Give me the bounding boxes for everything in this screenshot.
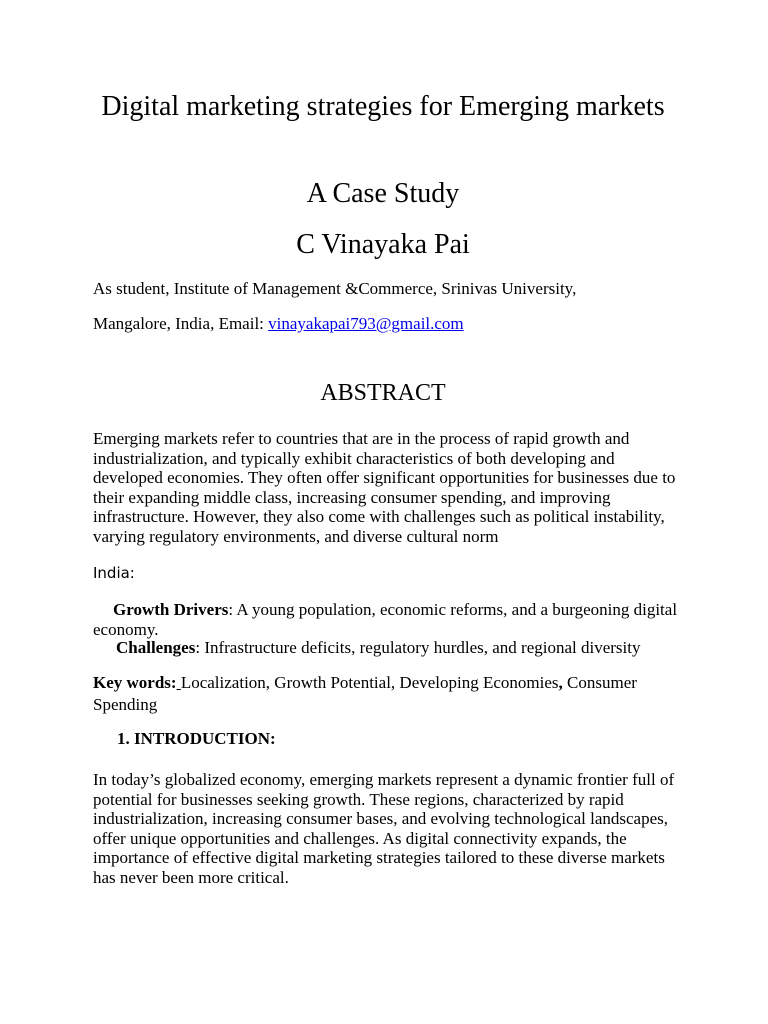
introduction-heading: 1. INTRODUCTION:	[117, 729, 276, 748]
keywords-text-1: Localization, Growth Potential, Developing Economies	[180, 673, 559, 692]
keywords-comma: ,	[558, 673, 563, 692]
affiliation-location: Mangalore, India, Email:	[93, 314, 269, 333]
affiliation-line-2	[93, 313, 693, 335]
keywords-text-2: Consumer Spending	[93, 673, 637, 714]
keywords	[93, 672, 683, 716]
india-label: India:	[93, 564, 135, 582]
abstract-heading: ABSTRACT	[320, 380, 446, 406]
challenges-label: Challenges	[116, 638, 196, 657]
challenges-text: : Infrastructure deficits, regulatory hurdles, and regional diversity	[195, 638, 641, 657]
growth-drivers-item	[93, 600, 683, 639]
growth-drivers-text: : A young population, economic reforms, and a burgeoning digital economy.	[93, 600, 678, 639]
affiliation-line-1: As student, Institute of Management &Commerce, Srinivas University,	[93, 279, 577, 298]
paper-page	[93, 0, 683, 1024]
growth-drivers-label: Growth Drivers	[113, 600, 229, 619]
challenges-item	[116, 638, 706, 658]
keywords-label: Key words:	[93, 673, 177, 692]
email-link[interactable]: vinayakapai793@gmail.com	[268, 314, 464, 333]
abstract-body: Emerging markets refer to countries that are in the process of rapid growth and industrialization, and typically exhibit characteristics of both developing and developed economies. They often offer significant opportunities for businesses due to their expanding middle class, increasing consumer spending, and improving infrastructure. However, they also come with challenges such as political instability, varying regulatory environments, and diverse cultural norm	[93, 429, 676, 546]
paper-title: Digital marketing strategies for Emerging markets	[101, 91, 665, 122]
introduction-body: In today’s globalized economy, emerging markets represent a dynamic frontier full of potential for businesses seeking growth. These regions, characterized by rapid industrialization, increasing consumer bases, and evolving technological landscapes, offer unique opportunities and challenges. As digital connectivity expands, the importance of effective digital marketing strategies tailored to these diverse markets has never been more critical.	[93, 770, 675, 887]
author-name: C Vinayaka Pai	[296, 229, 470, 260]
paper-subtitle: A Case Study	[306, 178, 460, 209]
